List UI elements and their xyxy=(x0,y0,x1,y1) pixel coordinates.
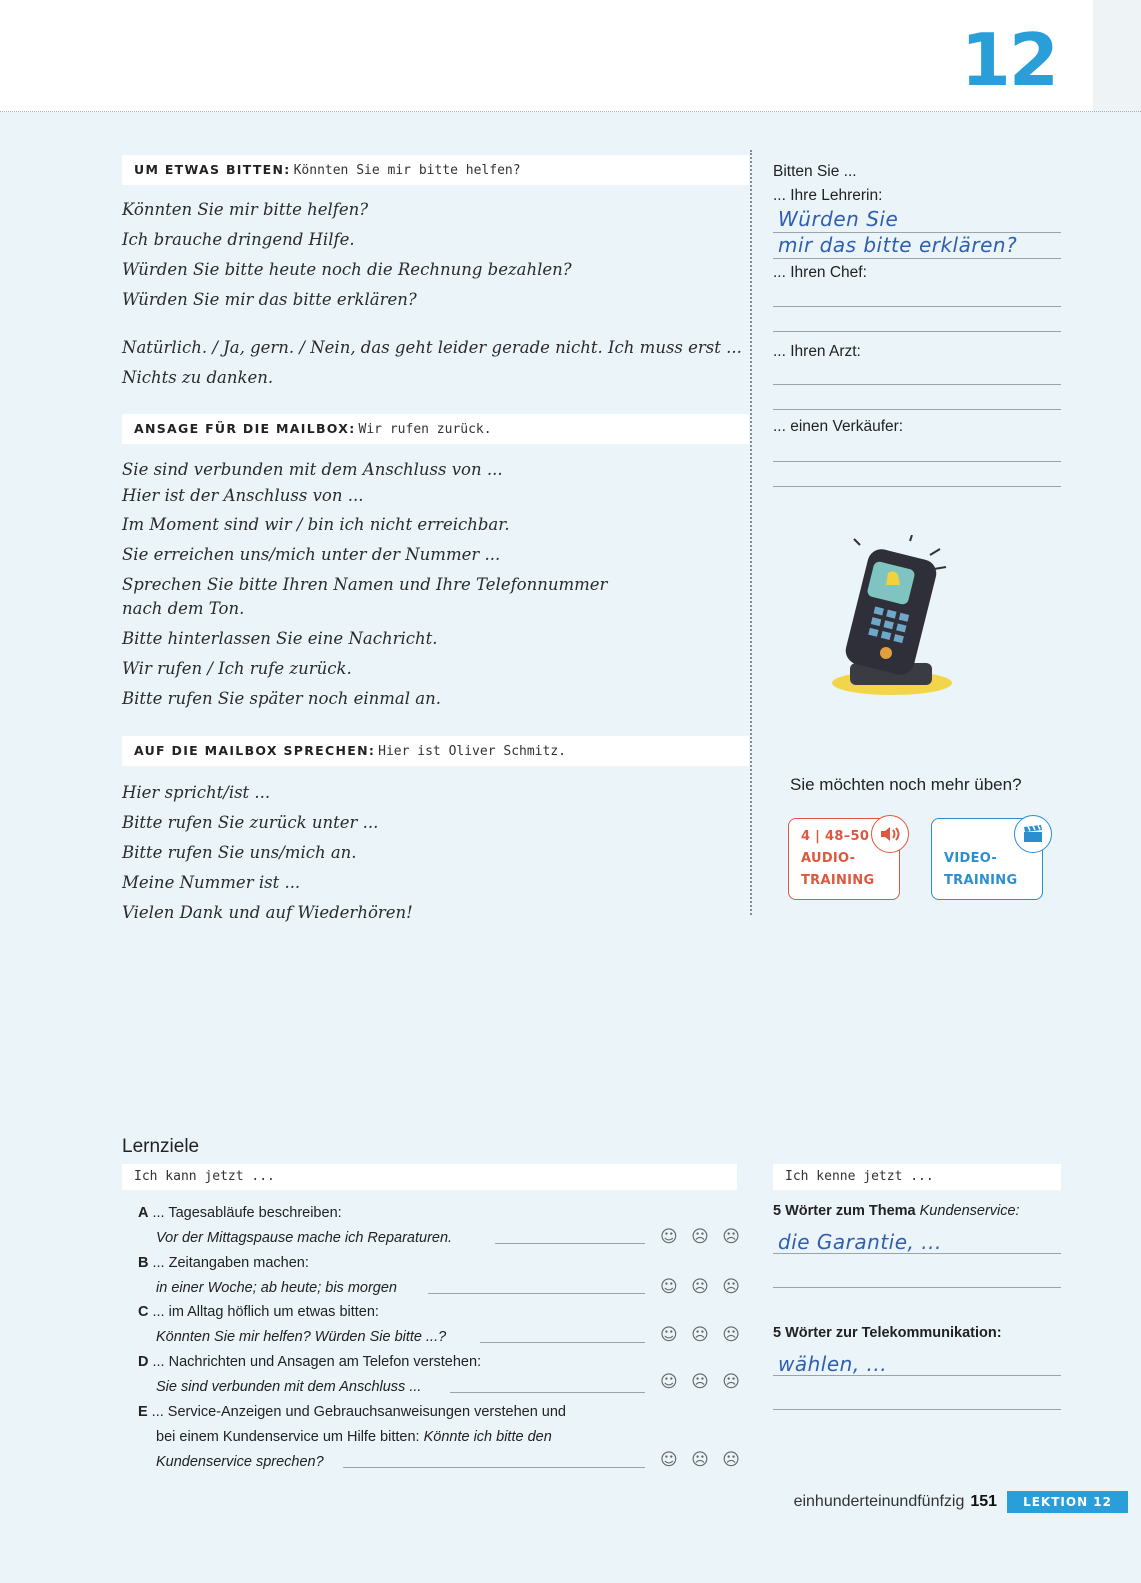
verkaeufer-label: ... einen Verkäufer: xyxy=(773,418,904,435)
write-line[interactable] xyxy=(773,1375,1061,1376)
phrase: Würden Sie bitte heute noch die Rechnung bezahlen? xyxy=(122,260,572,279)
lehrerin-label: ... Ihre Lehrerin: xyxy=(773,187,883,204)
write-line[interactable] xyxy=(495,1243,645,1244)
write-line[interactable] xyxy=(773,258,1061,259)
cordless-phone-illustration xyxy=(830,535,970,705)
section-heading-mailbox xyxy=(122,414,749,444)
section-key: AUF DIE MAILBOX SPRECHEN: xyxy=(134,743,376,758)
page-number: 151 xyxy=(970,1493,998,1510)
write-line[interactable] xyxy=(343,1467,645,1468)
goal-e-line2: bei einem Kundenservice um Hilfe bitten: Könnte ich bitte den xyxy=(156,1429,552,1445)
exercise-intro: Bitten Sie ... xyxy=(773,163,857,180)
kundenservice-answer: die Garantie, ... xyxy=(778,1230,942,1254)
phrase: nach dem Ton. xyxy=(122,599,245,618)
self-assessment-smileys[interactable]: ☺ ☹ ☹ xyxy=(660,1277,744,1297)
chapter-number: 12 xyxy=(960,18,1057,102)
write-line[interactable] xyxy=(773,1287,1061,1288)
phrase: Bitte rufen Sie uns/mich an. xyxy=(122,843,357,862)
lesson-badge: LEKTION 12 xyxy=(1007,1491,1128,1513)
phrase: Bitte rufen Sie zurück unter ... xyxy=(122,813,379,832)
section-example: Hier ist Oliver Schmitz. xyxy=(378,744,566,759)
write-line[interactable] xyxy=(773,331,1061,332)
goal-c-example: Könnten Sie mir helfen? Würden Sie bitte ...? xyxy=(156,1329,447,1345)
telekom-label: 5 Wörter zur Telekommunikation: xyxy=(773,1325,1002,1341)
kenne-heading: Ich kenne jetzt ... xyxy=(773,1164,1061,1190)
section-key: ANSAGE FÜR DIE MAILBOX: xyxy=(134,421,356,436)
write-line[interactable] xyxy=(428,1293,645,1294)
phrase: Natürlich. / Ja, gern. / Nein, das geht leider gerade nicht. Ich muss erst ... xyxy=(122,338,742,357)
video-label-2: TRAINING xyxy=(944,873,1018,888)
write-line[interactable] xyxy=(480,1342,645,1343)
phrase: Im Moment sind wir / bin ich nicht erreichbar. xyxy=(122,515,510,534)
section-heading-bitten xyxy=(122,155,749,185)
column-divider xyxy=(750,150,752,915)
chef-label: ... Ihren Chef: xyxy=(773,264,867,281)
write-line[interactable] xyxy=(450,1392,645,1393)
self-assessment-smileys[interactable]: ☺ ☹ ☹ xyxy=(660,1372,744,1392)
goal-c: C ... im Alltag höflich um etwas bitten: xyxy=(138,1304,379,1320)
section-example: Wir rufen zurück. xyxy=(358,422,492,437)
video-training-button[interactable] xyxy=(931,818,1043,900)
page-number-words: einhunderteinundfünfzig xyxy=(793,1493,965,1510)
write-line[interactable] xyxy=(773,461,1061,462)
goal-e-example: Kundenservice sprechen? xyxy=(156,1454,324,1470)
practice-title: Sie möchten noch mehr üben? xyxy=(790,775,1022,794)
kann-heading: Ich kann jetzt ... xyxy=(122,1164,737,1190)
phrase: Sie erreichen uns/mich unter der Nummer ... xyxy=(122,545,501,564)
self-assessment-smileys[interactable]: ☺ ☹ ☹ xyxy=(660,1450,744,1470)
section-key: UM ETWAS BITTEN: xyxy=(134,162,291,177)
goal-b: B ... Zeitangaben machen: xyxy=(138,1255,309,1271)
speaker-icon xyxy=(871,815,909,853)
goal-b-example: in einer Woche; ab heute; bis morgen xyxy=(156,1280,397,1296)
audio-label-1: AUDIO- xyxy=(801,851,856,866)
header-side-strip xyxy=(1093,0,1141,112)
write-line[interactable] xyxy=(773,306,1061,307)
section-example: Könnten Sie mir bitte helfen? xyxy=(293,163,521,178)
write-line[interactable] xyxy=(773,409,1061,410)
phrase: Sie sind verbunden mit dem Anschluss von ... xyxy=(122,460,503,479)
kundenservice-label: 5 Wörter zum Thema Kundenservice: xyxy=(773,1203,1020,1219)
section-heading-sprechen xyxy=(122,736,749,766)
lehrerin-answer-line2: mir das bitte erklären? xyxy=(778,233,1018,257)
self-assessment-smileys[interactable]: ☺ ☹ ☹ xyxy=(660,1325,744,1345)
write-line[interactable] xyxy=(773,384,1061,385)
audio-label-2: TRAINING xyxy=(801,873,875,888)
arzt-label: ... Ihren Arzt: xyxy=(773,343,861,360)
lehrerin-answer-line1: Würden Sie xyxy=(778,207,899,231)
phrase: Vielen Dank und auf Wiederhören! xyxy=(122,903,413,922)
phrase: Bitte rufen Sie später noch einmal an. xyxy=(122,689,441,708)
write-line[interactable] xyxy=(773,1253,1061,1254)
telekom-answer: wählen, ... xyxy=(778,1352,888,1376)
phrase: Sprechen Sie bitte Ihren Namen und Ihre Telefonnummer xyxy=(122,575,608,594)
phrase: Hier spricht/ist ... xyxy=(122,783,271,802)
self-assessment-smileys[interactable]: ☺ ☹ ☹ xyxy=(660,1227,744,1247)
goal-a: A ... Tagesabläufe beschreiben: xyxy=(138,1205,342,1221)
phrase: Würden Sie mir das bitte erklären? xyxy=(122,290,417,309)
lernziele-title: Lernziele xyxy=(122,1136,200,1157)
goal-d: D ... Nachrichten und Ansagen am Telefon verstehen: xyxy=(138,1354,482,1370)
audio-training-button[interactable] xyxy=(788,818,900,900)
phrase: Hier ist der Anschluss von ... xyxy=(122,486,364,505)
page-footer xyxy=(794,1490,1128,1514)
video-label-1: VIDEO- xyxy=(944,851,998,866)
goal-d-example: Sie sind verbunden mit dem Anschluss ... xyxy=(156,1379,422,1395)
phrase: Ich brauche dringend Hilfe. xyxy=(122,230,355,249)
write-line[interactable] xyxy=(773,486,1061,487)
clapperboard-icon xyxy=(1014,815,1052,853)
phrase: Könnten Sie mir bitte helfen? xyxy=(122,200,369,219)
header-divider xyxy=(0,111,1141,112)
goal-e: E ... Service-Anzeigen und Gebrauchsanweisungen verstehen und xyxy=(138,1404,566,1420)
phrase: Nichts zu danken. xyxy=(122,368,274,387)
phrase: Bitte hinterlassen Sie eine Nachricht. xyxy=(122,629,438,648)
phrase: Wir rufen / Ich rufe zurück. xyxy=(122,659,352,678)
goal-a-example: Vor der Mittagspause mache ich Reparaturen. xyxy=(156,1230,453,1246)
audio-track: 4 | 48–50 xyxy=(801,829,870,844)
phrase: Meine Nummer ist ... xyxy=(122,873,301,892)
write-line[interactable] xyxy=(773,1409,1061,1410)
